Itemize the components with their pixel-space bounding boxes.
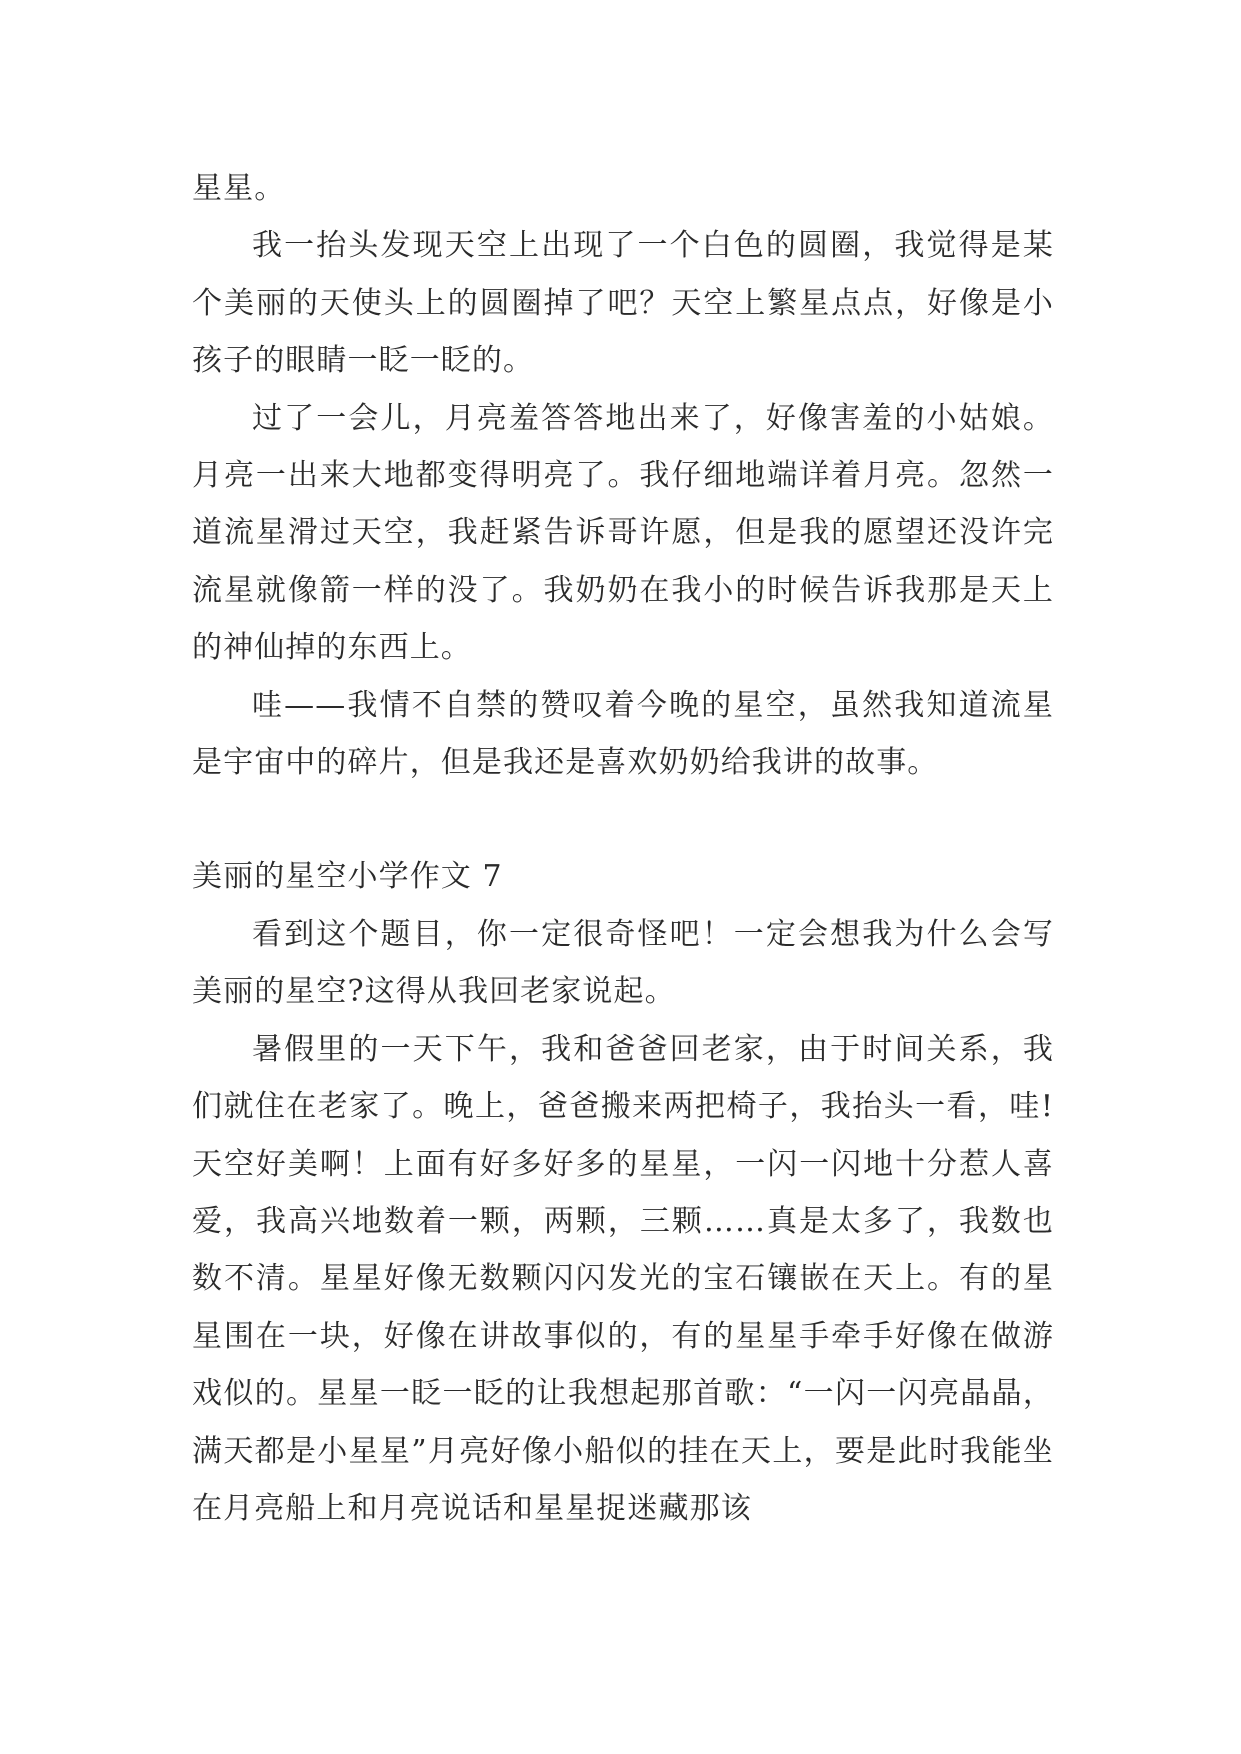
- paragraph-continuation: 星星。: [192, 171, 286, 206]
- document-body: [192, 160, 1054, 1537]
- paragraph-white-circle: 我一抬头发现天空上出现了一个白色的圆圈，我觉得是某个美丽的天使头上的圆圈掉了吧？天空上繁星点点，好像是小孩子的眼睛一眨一眨的。: [192, 228, 1054, 379]
- paragraph-moon-and-meteor: 过了一会儿，月亮羞答答地出来了，好像害羞的小姑娘。月亮一出来大地都变得明亮了。我仔细地端详着月亮。忽然一道流星滑过天空，我赶紧告诉哥许愿，但是我的愿望还没许完流星就像箭一样的没了。我奶奶在我小的时候告诉我那是天上的神仙掉的东西上。: [192, 400, 1054, 666]
- paragraph-title-question: 看到这个题目，你一定很奇怪吧！一定会想我为什么会写美丽的星空?这得从我回老家说起。: [192, 916, 1054, 1010]
- paragraph-admiring-sky: 哇——我情不自禁的赞叹着今晚的星空，虽然我知道流星是宇宙中的碎片，但是我还是喜欢奶奶给我讲的故事。: [192, 687, 1054, 781]
- section-title: 美丽的星空小学作文 7: [192, 859, 503, 895]
- paragraph-summer-evening: 暑假里的一天下午，我和爸爸回老家，由于时间关系，我们就住在老家了。晚上，爸爸搬来两把椅子，我抬头一看，哇!天空好美啊！上面有好多好多的星星，一闪一闪地十分惹人喜爱，我高兴地数着一颗，两颗，三颗……真是太多了，我数也数不清。星星好像无数颗闪闪发光的宝石镶嵌在天上。有的星星围在一块，好像在讲故事似的，有的星星手牵手好像在做游戏似的。星星一眨一眨的让我想起那首歌：“一闪一闪亮晶晶，满天都是小星星”月亮好像小船似的挂在天上，要是此时我能坐在月亮船上和月亮说话和星星捉迷藏那该: [192, 1031, 1054, 1526]
